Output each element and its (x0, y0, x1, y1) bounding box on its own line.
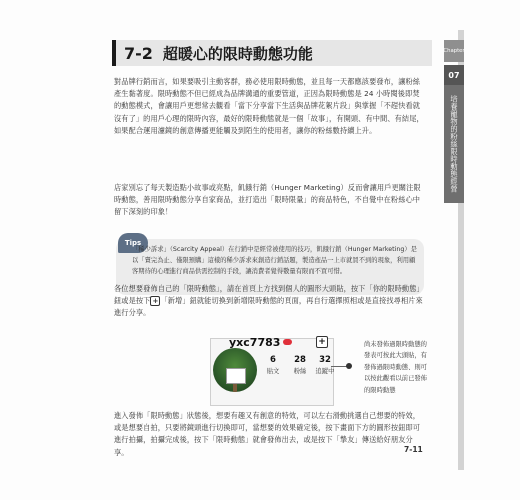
tips-text: 「稀少訴求」（Scarcity Appeal）在行銷中是經常被使用的技巧，飢餓行銷（Hunger Marketing）是以「賣完為止、僅限預購」這樣的稀少訴求來創造行銷話題，製造產品一上市就買不到的現象，利用顧客期待的心理進行商品供需控制的手段，讓消費者覺得數量有限而不買可惜。 (132, 246, 417, 275)
avatar-sign (226, 368, 246, 384)
callout-dot (346, 363, 352, 369)
stat-followers-count: 28 (294, 355, 306, 365)
paragraph-hunger-marketing: 店家別忘了每天製造點小故事或亮點，飢餓行銷（Hunger Marketing）反而會讓用戶更關注限時動態，善用限時動態分享自家商品，並打造出「限時限量」的商品特色，不自覺中在粉絲心中留下深刻的印象！ (114, 183, 421, 217)
paragraph-instructions-a: 各位想要發佈自己的「限時動態」，請在首頁上方找到個人的圓形大頭貼，按下「你的限時動態」鈕或是按下 (114, 284, 424, 306)
stat-followers-label: 粉絲 (293, 368, 307, 375)
stat-posts-count: 6 (270, 355, 276, 365)
tips-badge: Tips (118, 233, 148, 253)
paragraph-intro: 對品牌行銷而言，如果要吸引主動客群，務必使用限時動態，並且每一天都應該要發布，讓粉絲產生黏著度。限時動態不但已經成為品牌溝通的重要管道，正因為限時動態是 24 小時閱後即焚的動態模式，會讓用戶更想常去觀看「當下分享當下生活與品牌花絮片段」與掌握「不趕快看就沒有了」的用戶心理的限時內容，最好的限時動態就是一個「故事」，有開頭、有中間、有結尾，如果配合運用濾鏡的創意傳播更能觸及到陌生的使用者，讓你的粉絲數持續上升。 (114, 77, 424, 135)
paragraph-posting: 進入發佈「限時動態」狀態後，想要有趣又有創意的特效，可以左右滑動挑選自己想要的特效，或是想要自拍，只要將鏡頭進行切換即可，當想要的效果確定後，按下畫面下方的圓形按鈕即可進行拍攝，拍攝完成後，按下「限時動態」就會發佈出去，或是按下「摯友」傳送給好朋友分享。 (114, 411, 421, 457)
profile-avatar[interactable] (213, 348, 257, 392)
chapter-tab: Chapter (444, 40, 464, 62)
section-number: 7-2 (124, 43, 153, 63)
notification-dot (283, 339, 292, 345)
section-title-bar (112, 40, 432, 66)
new-story-plus-button[interactable]: + (316, 336, 328, 348)
stat-posts-label: 貼文 (266, 368, 280, 375)
chapter-side-title: 培養寵物的粉絲限時動態經營 (444, 85, 464, 203)
section-title: 超暖心的限時動態功能 (162, 44, 313, 63)
callout-text: 尚未發佈過限時動態的發表可按此大頭貼，有發佈過限時動態、則可以按此觀看以前已發佈的限時動態 (364, 341, 427, 394)
paragraph-instructions (114, 283, 426, 320)
chapter-number: 07 (444, 65, 464, 85)
stat-following-label: 追蹤中 (315, 368, 335, 375)
page-number: 7-11 (404, 445, 423, 454)
paragraph-instructions-b: 「新增」鈕就能切換到新增限時動態的頁面，再自行選擇照相或是直接找尋相片來進行分享。 (114, 296, 423, 318)
profile-username: yxc7783 (229, 336, 281, 349)
inline-plus-icon: + (150, 296, 160, 306)
stat-following-count: 32 (319, 355, 331, 365)
